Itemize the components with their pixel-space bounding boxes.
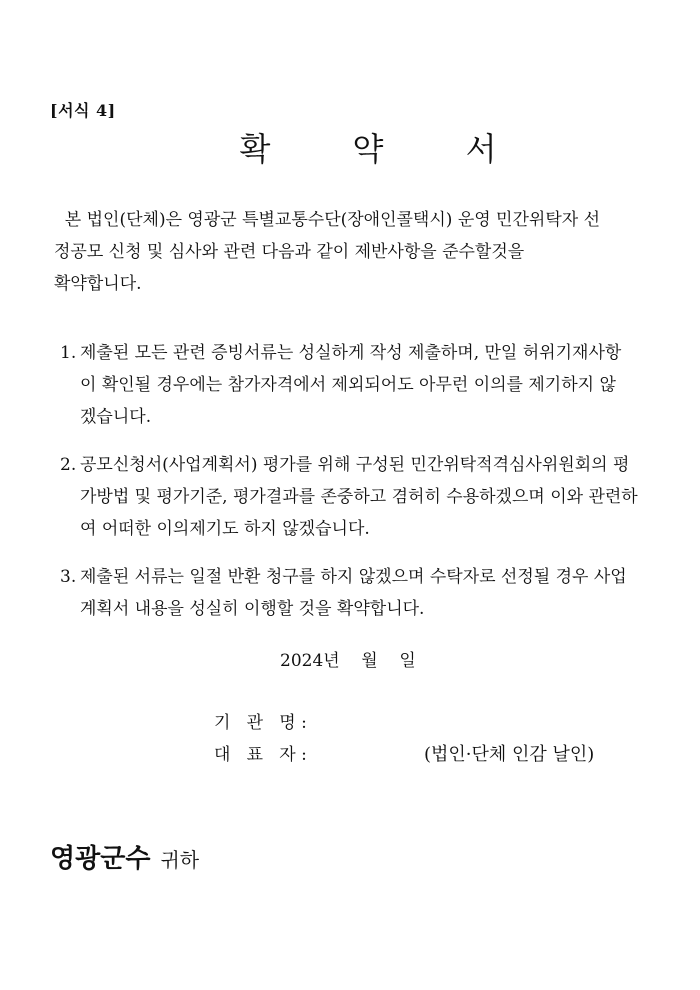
intro-line: 본 법인(단체)은 영광군 특별교통수단(장애인콜택시) 운영 민간위탁자 선 [54,210,600,230]
item-line: 공모신청서(사업계획서) 평가를 위해 구성된 민간위탁적격심사위원회의 평 [80,455,630,475]
intro-paragraph [54,204,654,300]
intro-line: 확약합니다. [54,274,142,294]
recipient-honorific: 귀하 [160,848,200,872]
item-line: 여 어떠한 이의제기도 하지 않겠습니다. [80,519,370,539]
representative-label: 대 표 자 : [214,745,307,765]
recipient-name: 영광군수 [50,844,151,874]
item-number: 1. [60,343,77,363]
pledge-item-2 [60,449,660,545]
document-title: 확 약 서 [239,130,533,168]
item-line: 계획서 내용을 성실히 이행할 것을 확약합니다. [80,599,425,619]
date-line: 2024년 월 일 [280,651,416,671]
item-number: 3. [60,567,77,587]
form-number-label: [서식 4] [50,101,116,120]
item-line: 가방법 및 평가기준, 평가결과를 존중하고 겸허히 수용하겠으며 이와 관련하 [80,487,638,507]
intro-line: 정공모 신청 및 심사와 관련 다음과 같이 제반사항을 준수할것을 [54,242,525,262]
pledge-item-3 [60,561,660,625]
item-line: 이 확인될 경우에는 참가자격에서 제외되어도 아무런 이의를 제기하지 않 [80,375,616,395]
item-line: 제출된 모든 관련 증빙서류는 성실하게 작성 제출하며, 만일 허위기재사항 [80,343,622,363]
pledge-item-1 [60,337,660,433]
item-number: 2. [60,455,77,475]
seal-note: (법인·단체 인감 날인) [424,744,595,765]
item-line: 겠습니다. [80,407,152,427]
recipient [50,838,199,875]
item-line: 제출된 서류는 일절 반환 청구를 하지 않겠으며 수탁자로 선정될 경우 사업 [80,567,627,587]
org-name-label: 기 관 명 : [214,713,307,733]
